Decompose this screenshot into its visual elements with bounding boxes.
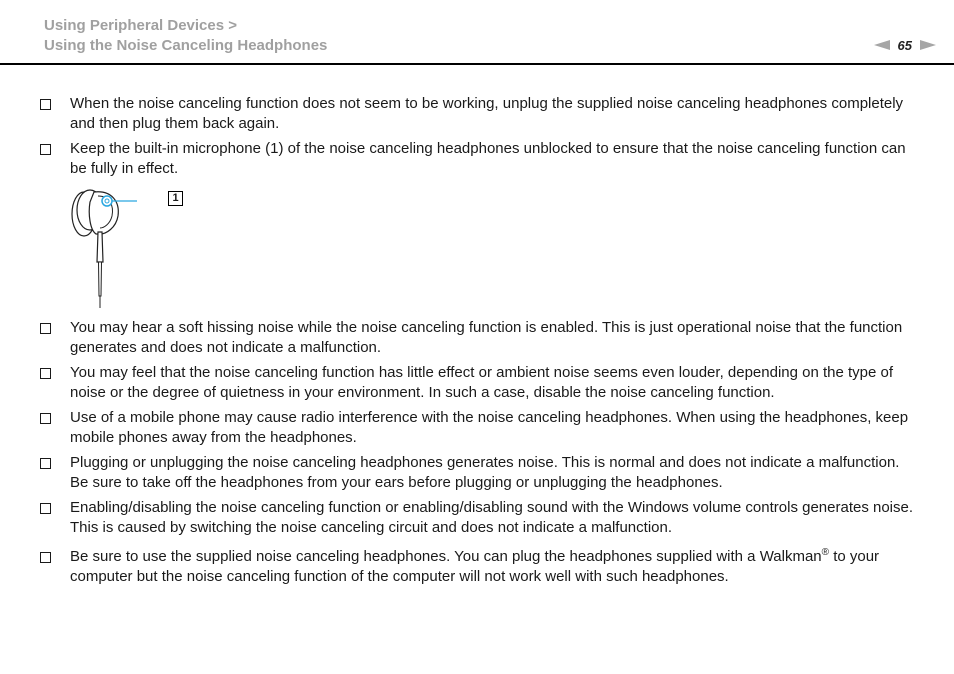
microphone-icon: [102, 196, 112, 206]
list-item: [38, 547, 918, 586]
checkbox-bullet-icon: [40, 413, 51, 424]
headphone-illustration: [68, 184, 268, 312]
checkbox-bullet-icon: [40, 144, 51, 155]
list-item-text-part: Be sure to use the supplied noise canceling headphones. You can plug the headphones supplied with a Walkman: [70, 548, 822, 565]
list-item: [38, 363, 918, 402]
page-number: 65: [897, 37, 912, 53]
list-item-text: Use of a mobile phone may cause radio interference with the noise canceling headphones. When using the headphones, keep mobile phones away from the headphones.: [70, 409, 909, 446]
checkbox-bullet-icon: [40, 458, 51, 469]
list-item-text: [70, 547, 918, 586]
list-item: [38, 318, 918, 357]
list-item: [38, 139, 918, 178]
list-item: [38, 453, 918, 492]
list-item-text: Keep the built-in microphone (1) of the noise canceling headphones unblocked to ensure that the noise canceling function can be fully in effect.: [70, 140, 906, 177]
checkbox-bullet-icon: [40, 368, 51, 379]
breadcrumb-current: Using the Noise Canceling Headphones: [44, 37, 328, 54]
breadcrumb-parent-link[interactable]: Using Peripheral Devices >: [44, 17, 238, 34]
checkbox-bullet-icon: [40, 552, 51, 563]
list-item-text: You may hear a soft hissing noise while the noise canceling function is enabled. This is just operational noise that the function generates and does not indicate a malfunction.: [70, 319, 903, 356]
previous-page-icon[interactable]: [874, 40, 890, 50]
main-content: [38, 94, 918, 592]
list-item: [38, 408, 918, 447]
checkbox-bullet-icon: [40, 323, 51, 334]
checkbox-bullet-icon: [40, 503, 51, 514]
list-item-text-part: to your computer but the noise canceling function of the computer will not work well with such headphones.: [70, 548, 880, 585]
list-item-text: You may feel that the noise canceling function has little effect or ambient noise seems even louder, depending on the type of noise or the degree of quietness in your environment. In such a case, disable the noise canceling function.: [70, 364, 894, 401]
breadcrumb: [44, 16, 327, 56]
page-header: [0, 0, 954, 65]
list-item: [38, 498, 918, 537]
next-page-icon[interactable]: [920, 40, 936, 50]
list-item-text: Plugging or unplugging the noise canceling headphones generates noise. This is normal and does not indicate a malfunction. Be sure to take off the headphones from your ears before plugging or unplugging the headphones.: [70, 454, 900, 491]
list-item-text: Enabling/disabling the noise canceling function or enabling/disabling sound with the Windows volume controls generates noise. This is caused by switching the noise canceling circuit and does not indicate a malfunction.: [70, 499, 914, 536]
list-item: [38, 94, 918, 133]
callout-label: 1: [168, 191, 183, 206]
earbud-icon: [68, 184, 168, 312]
page-navigation: [874, 36, 936, 54]
list-item-text: When the noise canceling function does not seem to be working, unplug the supplied noise canceling headphones completely and then plug them back again.: [70, 95, 904, 132]
registered-mark: ®: [821, 547, 830, 558]
checkbox-bullet-icon: [40, 99, 51, 110]
